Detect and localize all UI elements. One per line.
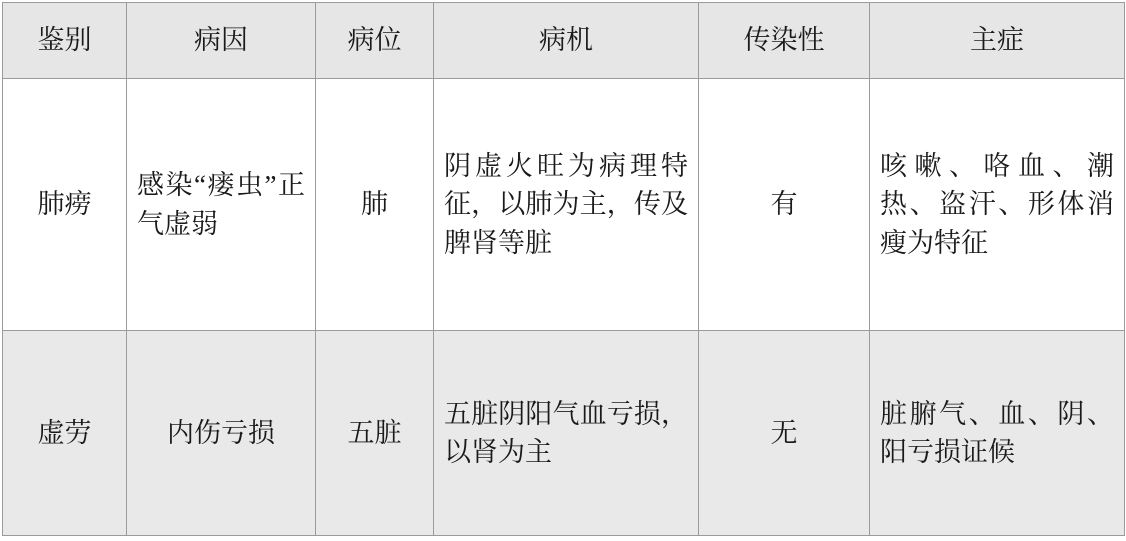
row-label-xulao: 虚劳 (3, 331, 127, 536)
comparison-table-container (0, 2, 1126, 541)
header-cell-main-symptoms: 主症 (870, 3, 1125, 79)
cell-symptoms-feilao (870, 79, 1125, 331)
header-cell-identification: 鉴别 (3, 3, 127, 79)
cell-contagious-xulao: 无 (699, 331, 870, 536)
header-cell-location: 病位 (316, 3, 434, 79)
row-label-feilao: 肺痨 (3, 79, 127, 331)
cell-text: 感染“瘘虫”正气虚弱 (137, 170, 305, 239)
cell-text: 阴虚火旺为病理特征，以肺为主，传及脾肾等脏 (444, 151, 688, 258)
cell-mechanism-xulao (434, 331, 699, 536)
header-cell-contagiousness: 传染性 (699, 3, 870, 79)
cell-location-xulao: 五脏 (316, 331, 434, 536)
cell-text: 咳嗽、咯血、潮热、盗汗、形体消瘦为特征 (880, 151, 1114, 258)
cell-location-feilao: 肺 (316, 79, 434, 331)
table-header-row (3, 3, 1125, 79)
cell-cause-xulao: 内伤亏损 (127, 331, 316, 536)
cell-contagious-feilao: 有 (699, 79, 870, 331)
comparison-table (2, 2, 1125, 536)
table-row (3, 331, 1125, 536)
cell-symptoms-xulao (870, 331, 1125, 536)
cell-cause-feilao (127, 79, 316, 331)
table-row (3, 79, 1125, 331)
header-cell-mechanism: 病机 (434, 3, 699, 79)
header-cell-cause: 病因 (127, 3, 316, 79)
cell-text: 五脏阴阳气血亏损，以肾为主 (444, 398, 688, 467)
cell-text: 脏腑气、血、阴、阳亏损证候 (880, 398, 1114, 467)
cell-mechanism-feilao (434, 79, 699, 331)
